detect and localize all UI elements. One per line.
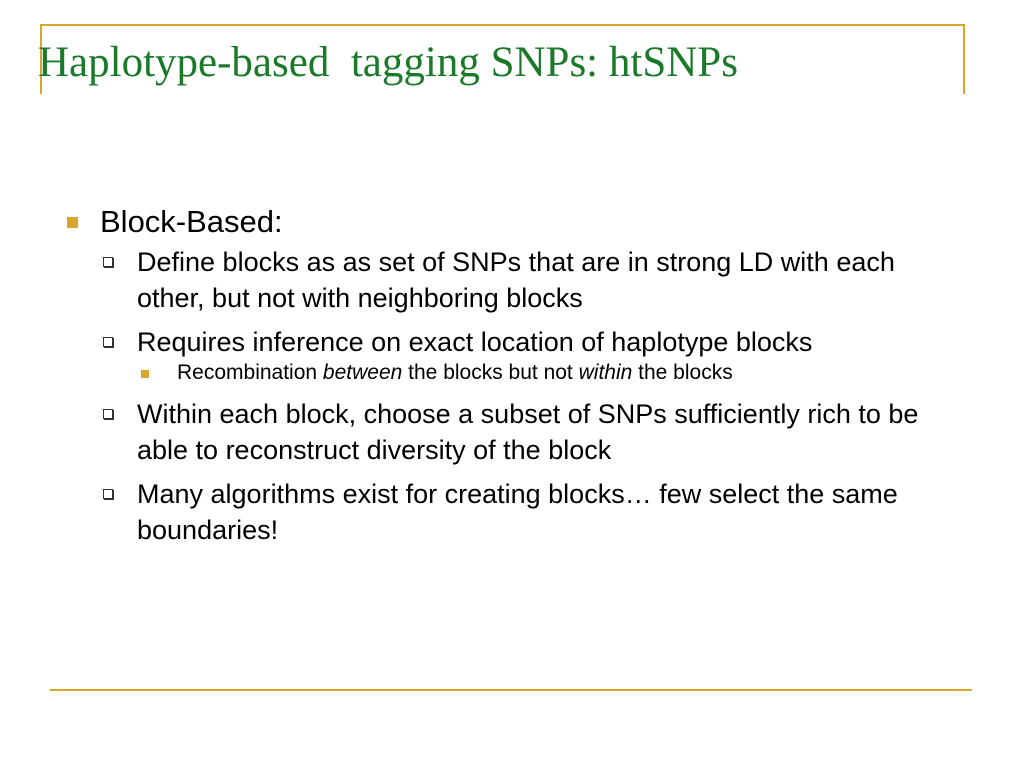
slide-title: Haplotype-based tagging SNPs: htSNPs <box>38 39 738 86</box>
sub-bullet-list <box>100 244 962 548</box>
text-part: the blocks but not <box>402 361 579 384</box>
bullet-text: Block-Based: <box>100 204 283 239</box>
sub-bullet-requires-inference <box>100 324 962 388</box>
hollow-square-bullet-icon <box>103 337 113 347</box>
bottom-rule <box>50 689 972 691</box>
text-part: the blocks <box>632 361 733 384</box>
right-rule <box>963 24 965 94</box>
sub-bullet-text: Within each block, choose a subset of SNPs sufficiently rich to be able to reconstruct diversity of the block <box>137 399 919 465</box>
sub-bullet-many-algorithms <box>100 476 962 548</box>
top-rule <box>40 24 965 26</box>
sub-bullet-text: Define blocks as as set of SNPs that are in strong LD with each other, but not with neighboring blocks <box>137 247 895 313</box>
emphasis-between: between <box>322 361 403 384</box>
slide-body <box>62 200 962 556</box>
sub-bullet-define-blocks <box>100 244 962 316</box>
hollow-square-bullet-icon <box>103 489 113 499</box>
bullet-list <box>62 200 962 548</box>
sub-bullet-text: Requires inference on exact location of haplotype blocks <box>137 327 813 357</box>
sub-bullet-text: Many algorithms exist for creating blocks… few select the same boundaries! <box>137 479 898 545</box>
text-part: Recombination <box>177 361 323 384</box>
small-square-bullet-icon <box>141 370 149 378</box>
emphasis-within: within <box>578 361 633 384</box>
hollow-square-bullet-icon <box>103 409 113 419</box>
square-bullet-icon <box>67 217 78 228</box>
sub-bullet-within-each-block <box>100 396 962 468</box>
bullet-block-based <box>62 200 962 548</box>
sub-sub-bullet-list <box>137 358 962 388</box>
hollow-square-bullet-icon <box>103 257 113 267</box>
sub-sub-bullet-recombination <box>137 358 962 388</box>
